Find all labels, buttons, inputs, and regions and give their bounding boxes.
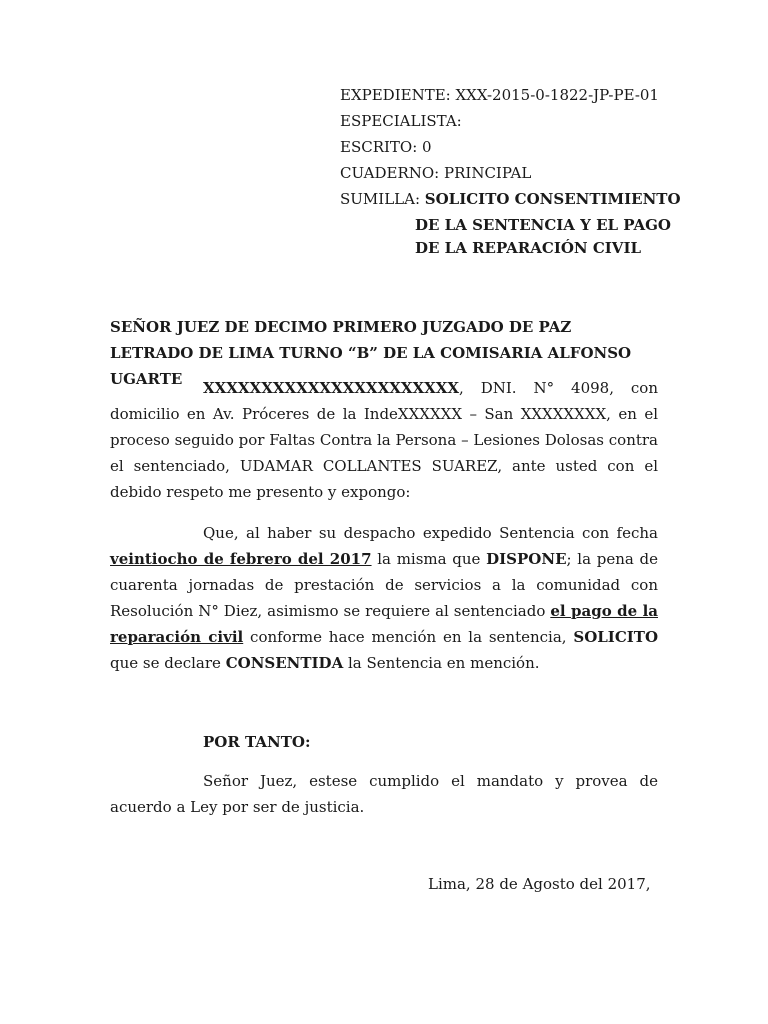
body-paragraph (110, 520, 658, 676)
solicito-word: SOLICITO (573, 628, 659, 646)
especialista-line: ESPECIALISTA: (340, 112, 462, 130)
intro-paragraph (110, 375, 658, 505)
sumilla-line (340, 191, 681, 208)
intro-text: , DNI. N° 4098, con domicilio en Av. Próceres de la IndeXXXXXX – San XXXXXXXX, en el proceso seguido por Faltas Contra la Persona – Lesiones Dolosas contra el sentenciado, UDAMAR COLLANTES SUAREZ, ante usted con el debido respeto me presento y expongo: (110, 379, 658, 501)
escrito-line: ESCRITO: 0 (340, 138, 432, 156)
expediente-line: EXPEDIENTE: XXX-2015-0-1822-JP-PE-01 (340, 86, 659, 104)
sumilla-text-3: DE LA REPARACIÓN CIVIL (415, 239, 642, 257)
place-date-signoff: Lima, 28 de Agosto del 2017, (428, 875, 651, 893)
body-text-4: conforme hace mención en la sentencia, (243, 628, 574, 646)
addressee-heading: SEÑOR JUEZ DE DECIMO PRIMERO JUZGADO DE PAZ LETRADO DE LIMA TURNO “B” DE LA COMISARIA ALFONSO UGARTE (110, 318, 632, 388)
sumilla-text-1: SOLICITO CONSENTIMIENTO (424, 190, 681, 208)
body-text-3: ; la pena de cuarenta jornadas de prestación de servicios a la comunidad con Resolución N° Diez, asimismo se requiere al sentenciado (110, 550, 658, 620)
body-text-1: Que, al haber su despacho expedido Sentencia con fecha (203, 524, 658, 542)
dispone-word: DISPONE (486, 550, 567, 568)
petitioner-name: XXXXXXXXXXXXXXXXXXXXXX (203, 379, 460, 397)
sumilla-label: SUMILLA: (340, 190, 425, 208)
consentida-word: CONSENTIDA (225, 654, 344, 672)
sumilla-text-2: DE LA SENTENCIA Y EL PAGO (415, 216, 672, 234)
reparacion-civil-phrase: el pago de la reparación civil (110, 602, 658, 646)
sentence-date: veintiocho de febrero del 2017 (110, 550, 372, 568)
closing-paragraph: Señor Juez, estese cumplido el mandato y provea de acuerdo a Ley por ser de justicia. (110, 772, 658, 816)
body-text-2: la misma que (371, 550, 487, 568)
por-tanto-heading: POR TANTO: (203, 733, 311, 751)
body-text-5: que se declare (110, 654, 226, 672)
body-text-6: la Sentencia en mención. (343, 654, 540, 672)
cuaderno-line: CUADERNO: PRINCIPAL (340, 164, 532, 182)
